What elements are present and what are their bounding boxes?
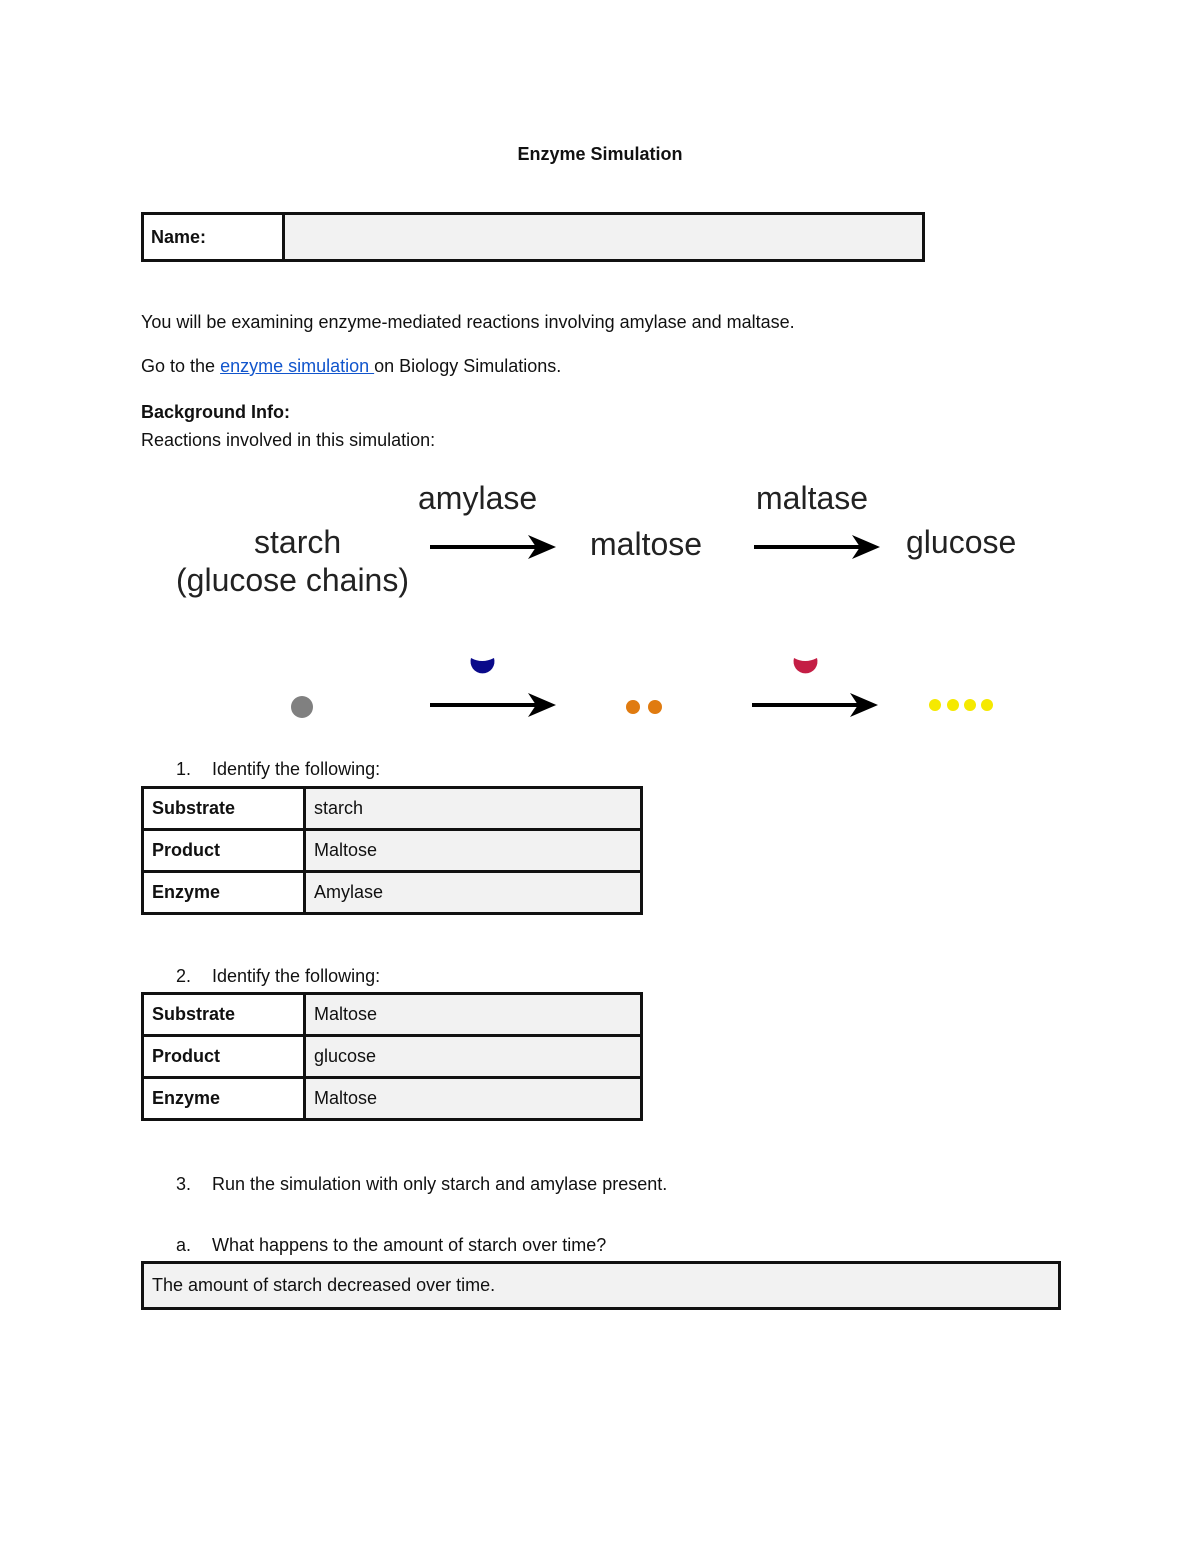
table-key: Substrate	[143, 788, 305, 830]
diagram-maltose-label: maltose	[590, 526, 703, 562]
amylase-enzyme-icon	[471, 658, 495, 673]
table-value[interactable]: Amylase	[305, 872, 642, 914]
q1-number: 1.	[176, 759, 192, 779]
name-input[interactable]	[285, 215, 922, 259]
glucose-molecule-icon	[929, 699, 941, 711]
background-heading: Background Info:	[141, 402, 290, 422]
table-row	[143, 994, 642, 1036]
page-title: Enzyme Simulation	[517, 144, 683, 164]
name-label: Name:	[144, 215, 285, 259]
table-key: Enzyme	[143, 872, 305, 914]
q3-text: Run the simulation with only starch and amylase present.	[212, 1174, 668, 1194]
diagram-starch-sublabel: (glucose chains)	[176, 562, 409, 598]
q3a-number: a.	[176, 1235, 192, 1255]
table-row	[143, 1078, 642, 1120]
molecule-icons	[0, 640, 1200, 730]
starch-molecule-icon	[291, 696, 313, 718]
table-key: Substrate	[143, 994, 305, 1036]
goto-suffix: on Biology Simulations.	[374, 356, 562, 376]
table-value[interactable]: Maltose	[305, 1078, 642, 1120]
table-value[interactable]: Maltose	[305, 994, 642, 1036]
diagram-amylase-label: amylase	[418, 480, 538, 516]
table-value[interactable]: Maltose	[305, 830, 642, 872]
diagram-starch-label: starch	[254, 524, 342, 560]
intro-text: You will be examining enzyme-mediated reactions involving amylase and maltase.	[141, 312, 795, 332]
q1-text: Identify the following:	[212, 759, 381, 779]
goto-prefix: Go to the	[141, 356, 221, 376]
maltose-molecule-icon	[648, 700, 662, 714]
table-row	[143, 788, 642, 830]
q1-table	[141, 786, 643, 915]
glucose-molecule-icon	[981, 699, 993, 711]
q3a-answer-text: The amount of starch decreased over time.	[152, 1275, 496, 1295]
diagram-glucose-label: glucose	[906, 524, 1017, 560]
table-row	[143, 872, 642, 914]
arrow-right-icon	[428, 532, 558, 562]
arrow-right-icon	[752, 532, 882, 562]
goto-line	[141, 356, 561, 377]
q2-text: Identify the following:	[212, 966, 381, 986]
table-value[interactable]: glucose	[305, 1036, 642, 1078]
table-key: Product	[143, 1036, 305, 1078]
q2-number: 2.	[176, 966, 192, 986]
q3a-text: What happens to the amount of starch over time?	[212, 1235, 607, 1255]
glucose-molecule-icon	[947, 699, 959, 711]
q2-table	[141, 992, 643, 1121]
enzyme-simulation-link[interactable]: enzyme simulation	[220, 356, 375, 376]
name-field-box	[141, 212, 925, 262]
background-subheading: Reactions involved in this simulation:	[141, 430, 436, 450]
table-value[interactable]: starch	[305, 788, 642, 830]
glucose-molecule-icon	[964, 699, 976, 711]
table-row	[143, 830, 642, 872]
diagram-maltase-label: maltase	[756, 480, 869, 516]
maltose-molecule-icon	[626, 700, 640, 714]
table-key: Enzyme	[143, 1078, 305, 1120]
table-key: Product	[143, 830, 305, 872]
maltase-enzyme-icon	[793, 658, 817, 673]
table-row	[143, 1036, 642, 1078]
q3-number: 3.	[176, 1174, 192, 1194]
q3a-answer-box[interactable]	[141, 1261, 1061, 1310]
